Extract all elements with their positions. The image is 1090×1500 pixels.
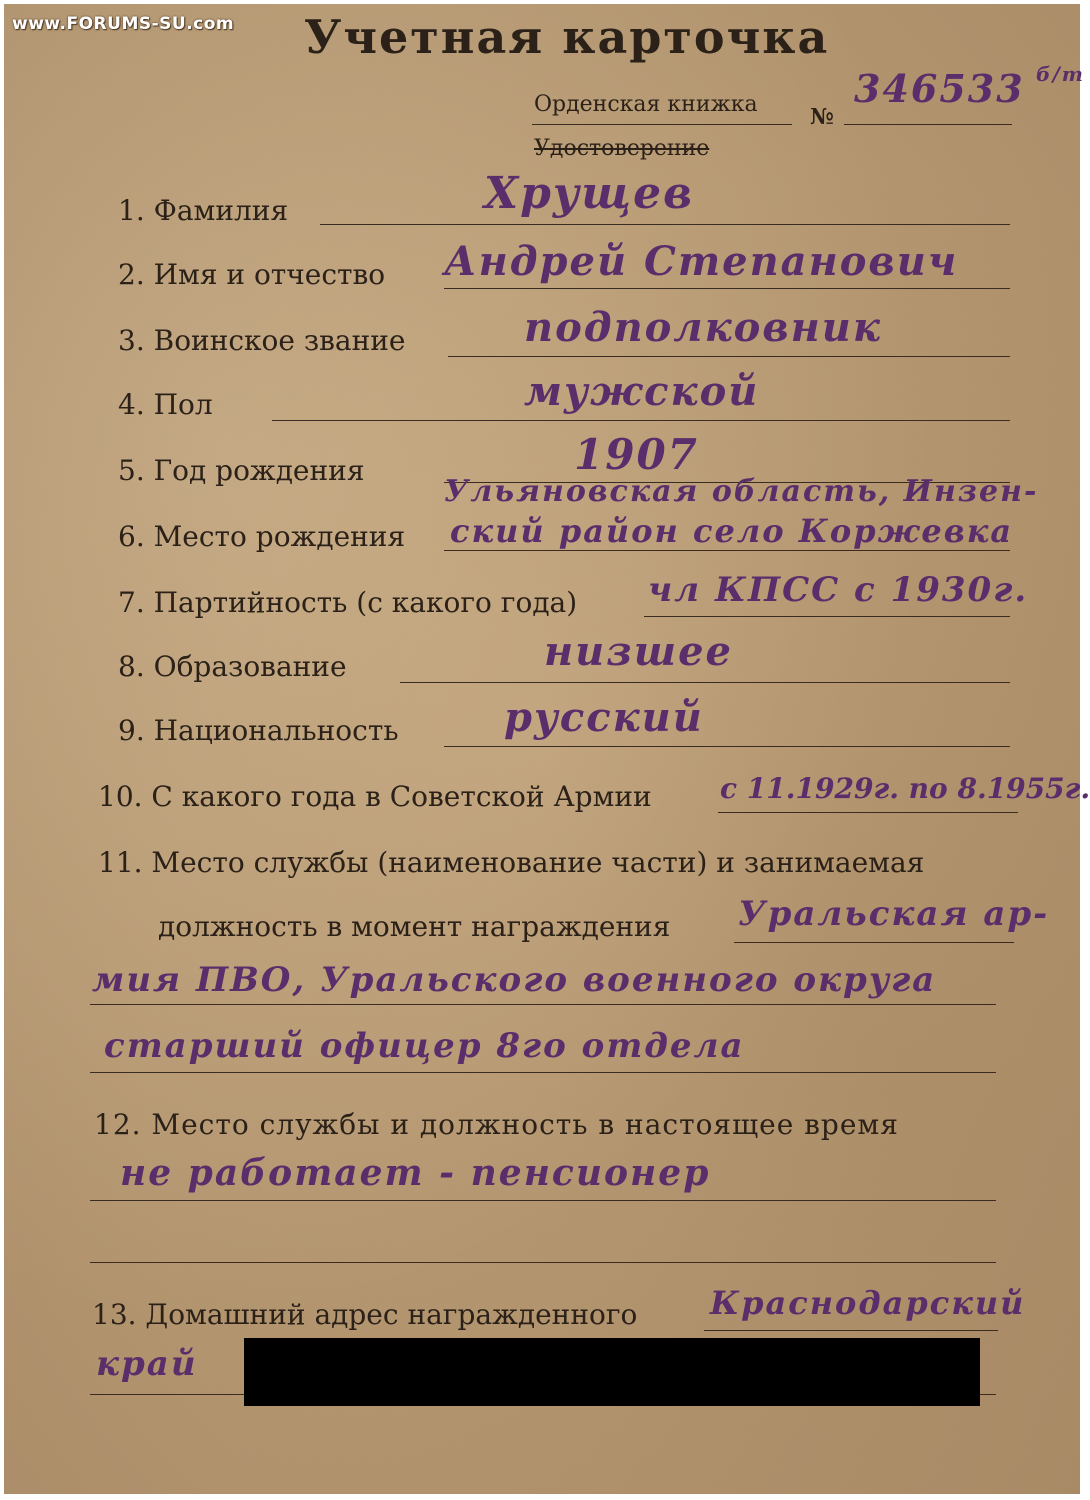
birthplace-label: 6. Место рождения (118, 520, 406, 553)
birthplace-value-line1: Ульяновская область, Инзен- (444, 474, 1039, 509)
order-book-suffix: б/т (1036, 62, 1085, 86)
army-since-value: с 11.1929г. по 8.1955г. (720, 772, 1090, 805)
nationality-label: 9. Национальность (118, 714, 399, 747)
current-service-value: не работает - пенсионер (120, 1152, 711, 1194)
party-label: 7. Партийность (с какого года) (118, 586, 578, 619)
birth-year-value: 1907 (574, 430, 699, 479)
service-place-label-line2: должность в момент награждения (158, 910, 671, 943)
rank-label: 3. Воинское звание (118, 324, 406, 357)
service-place-label-line1: 11. Место службы (наименование части) и занимаемая (98, 846, 925, 879)
birthplace-value-line2: ский район село Коржевка (450, 512, 1014, 550)
order-book-number: 346533 (854, 66, 1025, 111)
nationality-value: русский (504, 694, 704, 741)
home-address-label: 13. Домашний адрес награжденного (92, 1298, 638, 1331)
record-card (4, 4, 1090, 1494)
service-place-value-line3: старший офицер 8го отдела (104, 1026, 745, 1066)
certificate-label: Удостоверение (534, 136, 710, 161)
name-label: 2. Имя и отчество (118, 258, 386, 291)
education-label: 8. Образование (118, 650, 347, 683)
rank-value: подполковник (524, 304, 882, 351)
army-since-label: 10. С какого года в Советской Армии (98, 780, 652, 813)
sex-value: мужской (524, 368, 760, 415)
party-value: чл КПСС с 1930г. (648, 570, 1029, 610)
order-book-label: Орденская книжка (534, 92, 758, 117)
home-address-value-line1: Краснодарский (710, 1284, 1026, 1322)
redaction-bar (244, 1338, 980, 1406)
home-address-value-line2: край (96, 1344, 198, 1384)
surname-label: 1. Фамилия (118, 194, 289, 227)
education-value: низшее (544, 628, 733, 675)
service-place-value-line1: Уральская ар- (738, 894, 1050, 934)
current-service-label: 12. Место службы и должность в настоящее время (94, 1108, 899, 1141)
name-value: Андрей Степанович (444, 238, 959, 285)
birth-year-label: 5. Год рождения (118, 454, 365, 487)
service-place-value-line2: мия ПВО, Уральского военного округа (92, 960, 937, 1000)
number-sign: № (810, 104, 834, 130)
watermark: www.FORUMS-SU.com (12, 14, 235, 34)
card-title: Учетная карточка (304, 10, 830, 64)
surname-value: Хрущев (484, 168, 695, 219)
sex-label: 4. Пол (118, 388, 213, 421)
